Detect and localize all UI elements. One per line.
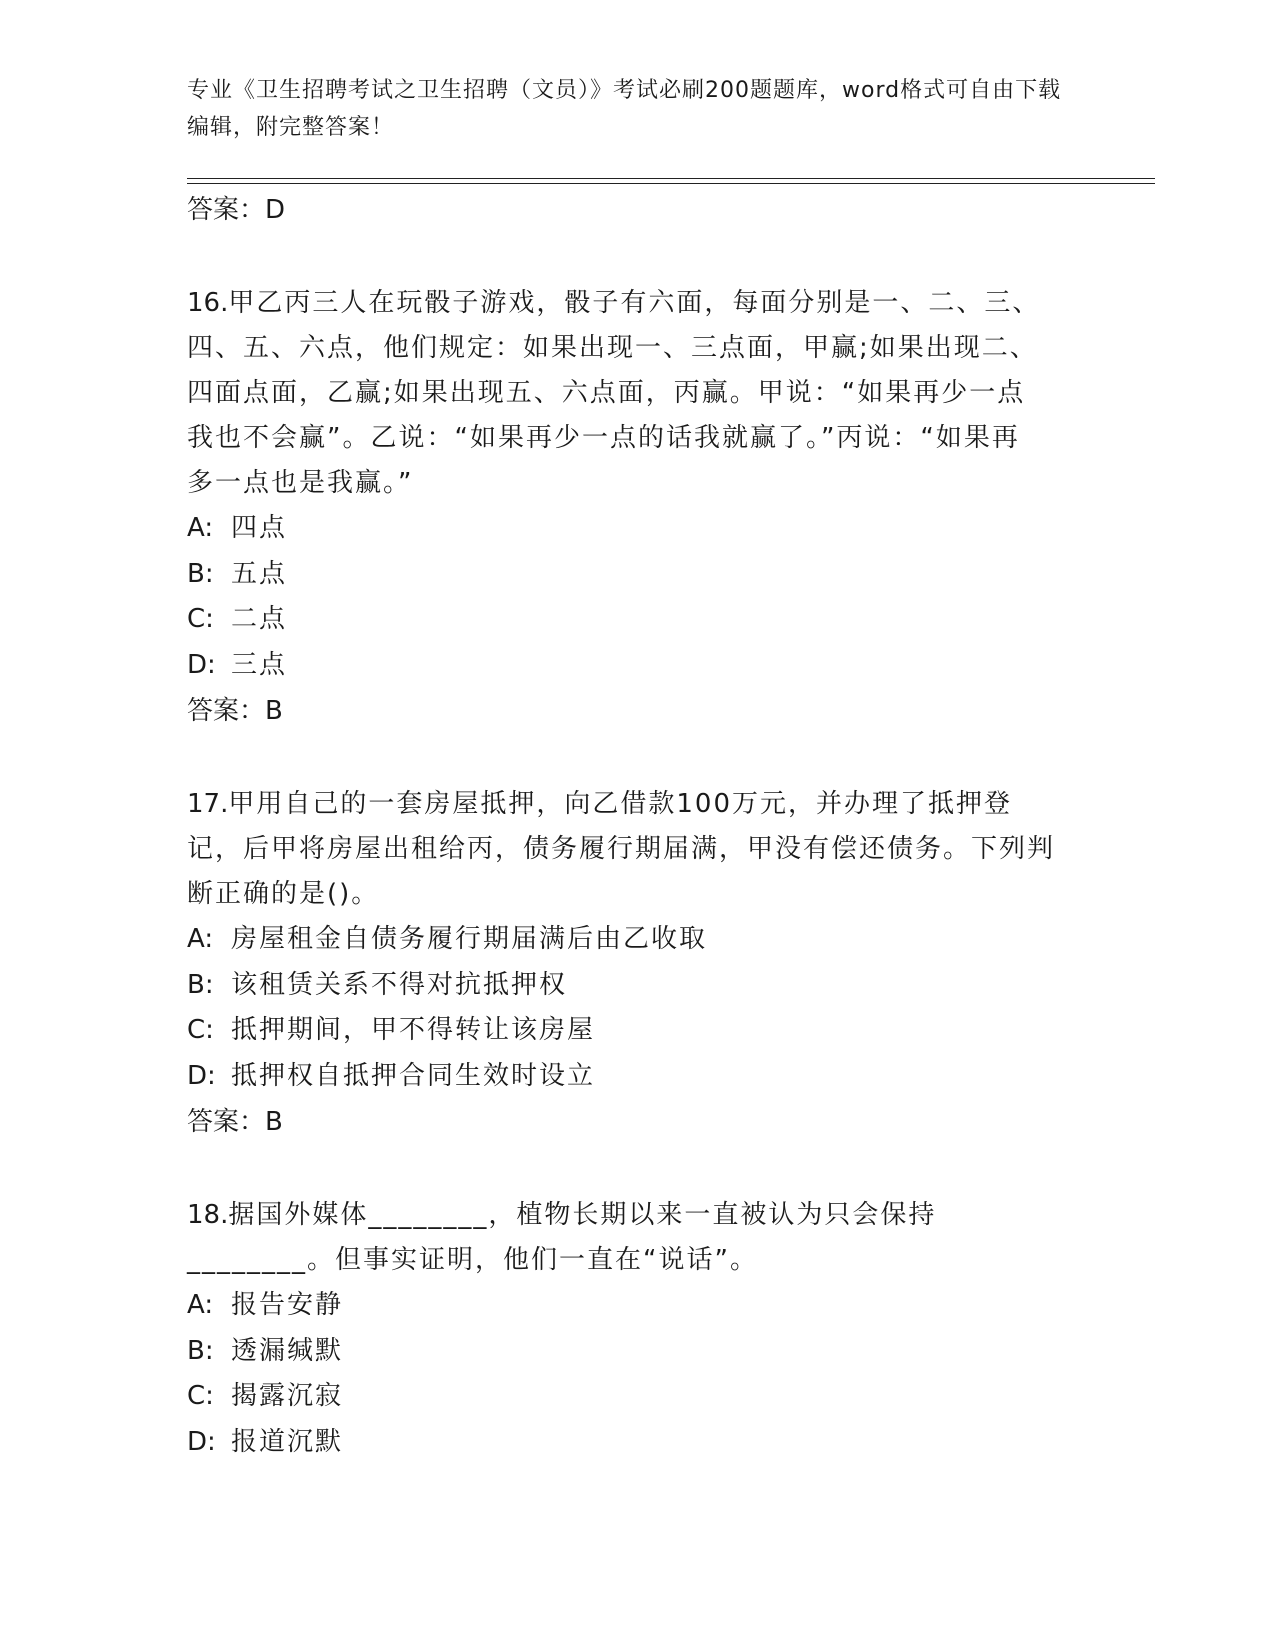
option-a xyxy=(187,1283,1087,1329)
option-text: 报告安静 xyxy=(231,1290,344,1320)
option-text: 二点 xyxy=(231,604,288,634)
question-16 xyxy=(187,281,1087,734)
option-key: B: xyxy=(187,969,214,1000)
option-key: A: xyxy=(187,924,214,954)
option-list xyxy=(187,1283,1087,1465)
question-stem xyxy=(187,1193,1057,1283)
answer-17: 答案：B xyxy=(187,1107,283,1137)
question-text: 据国外媒体________，植物长期以来一直被认为只会保持________。但事实证明，他们一直在“说话”。 xyxy=(187,1200,937,1275)
header-divider-top xyxy=(187,178,1155,179)
option-d xyxy=(187,1420,1087,1466)
option-key: C: xyxy=(187,1015,214,1045)
question-list xyxy=(187,187,1087,1465)
option-text: 透漏缄默 xyxy=(231,1335,344,1366)
option-d xyxy=(187,1054,1087,1100)
option-text: 报道沉默 xyxy=(231,1426,344,1457)
option-c xyxy=(187,597,1087,643)
question-number: 18. xyxy=(187,1200,229,1230)
option-key: D: xyxy=(187,1060,216,1091)
option-list xyxy=(187,917,1087,1099)
option-c xyxy=(187,1374,1087,1420)
answer-16: 答案：B xyxy=(187,696,283,726)
question-stem xyxy=(187,281,1047,506)
option-b xyxy=(187,552,1087,598)
option-a xyxy=(187,506,1087,552)
option-text: 抵押权自抵押合同生效时设立 xyxy=(231,1060,596,1091)
option-text: 揭露沉寂 xyxy=(231,1381,344,1411)
option-b xyxy=(187,963,1087,1009)
option-key: C: xyxy=(187,1381,214,1411)
option-text: 五点 xyxy=(231,558,288,589)
option-key: A: xyxy=(187,1290,214,1320)
spacer xyxy=(187,734,1087,782)
option-a xyxy=(187,917,1087,963)
option-key: D: xyxy=(187,1426,216,1457)
option-text: 抵押期间，甲不得转让该房屋 xyxy=(231,1015,596,1045)
option-text: 三点 xyxy=(231,649,288,680)
option-key: D: xyxy=(187,649,216,680)
header-divider-bottom xyxy=(187,183,1155,184)
question-number: 16. xyxy=(187,288,229,318)
question-stem xyxy=(187,782,1057,917)
spacer xyxy=(187,1145,1087,1193)
option-d xyxy=(187,643,1087,689)
question-number: 17. xyxy=(187,789,229,819)
option-list xyxy=(187,506,1087,688)
question-17 xyxy=(187,782,1087,1145)
option-c xyxy=(187,1008,1087,1054)
option-key: A: xyxy=(187,513,214,543)
option-text: 四点 xyxy=(231,513,288,543)
question-text: 甲乙丙三人在玩骰子游戏，骰子有六面，每面分别是一、二、三、四、五、六点，他们规定：如果出现一、三点面，甲赢;如果出现二、四面点面，乙赢;如果出现五、六点面，丙赢。甲说：“如果再少一点我也不会赢”。乙说：“如果再少一点的话我就赢了。”丙说：“如果再多一点也是我赢。” xyxy=(187,288,1041,498)
option-text: 房屋租金自债务履行期届满后由乙收取 xyxy=(231,924,708,954)
option-text: 该租赁关系不得对抗抵押权 xyxy=(231,969,568,1000)
question-18 xyxy=(187,1193,1087,1465)
option-key: C: xyxy=(187,604,214,634)
option-key: B: xyxy=(187,1335,214,1366)
option-b xyxy=(187,1329,1087,1375)
previous-answer: 答案：D xyxy=(187,195,286,225)
question-text: 甲用自己的一套房屋抵押，向乙借款100万元，并办理了抵押登记，后甲将房屋出租给丙，债务履行期届满，甲没有偿还债务。下列判断正确的是()。 xyxy=(187,789,1056,909)
header-text: 专业《卫生招聘考试之卫生招聘（文员）》考试必刷200题题库，word格式可自由下载编辑，附完整答案！ xyxy=(187,78,1062,140)
option-key: B: xyxy=(187,558,214,589)
spacer xyxy=(187,233,1087,281)
page-header xyxy=(187,72,1067,146)
